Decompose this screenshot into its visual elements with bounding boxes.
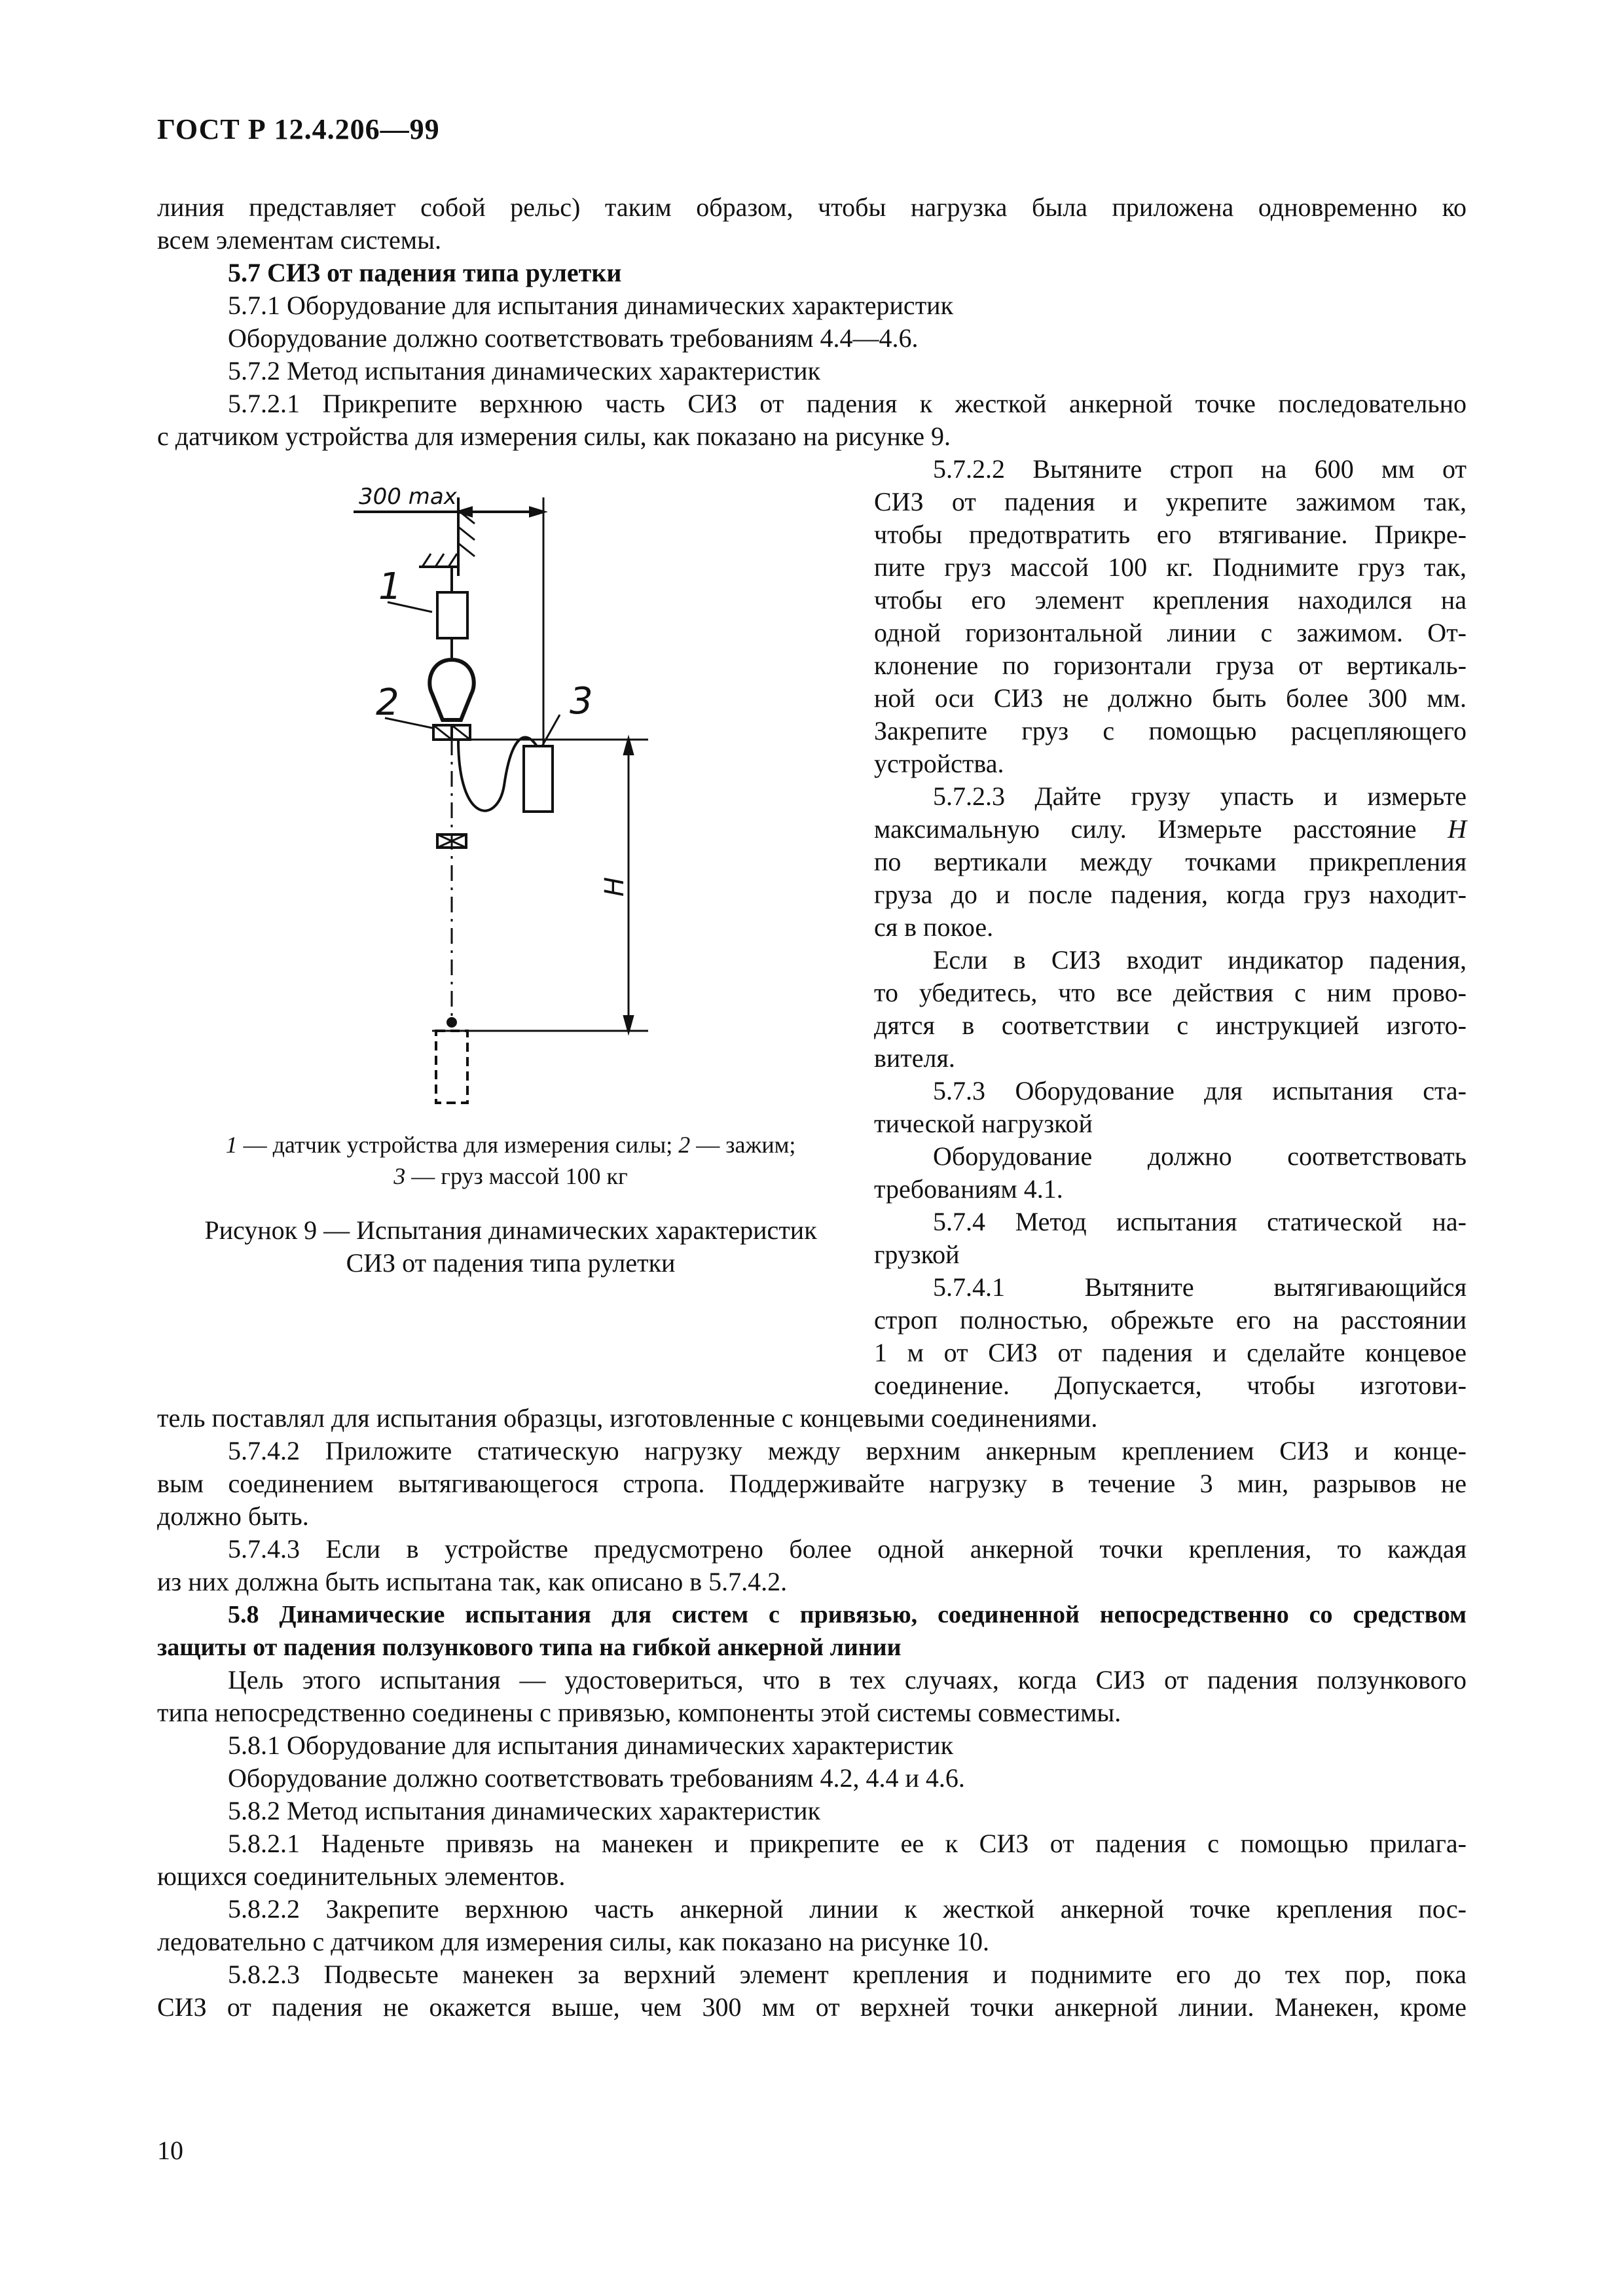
body-line: всем элементам системы. (157, 225, 441, 255)
figure-legend-line-2 (157, 1160, 864, 1192)
body-line: 5.7.3 Оборудование для испытания ста- (933, 1076, 1467, 1105)
hatch (458, 527, 475, 540)
symbol-h: H (1448, 814, 1467, 844)
mass-lower-position (436, 1031, 467, 1103)
clamp-mark (433, 725, 452, 740)
body-line: 5.7.4.2 Приложите статическую нагрузку между верхним анкерным креплением СИЗ и конце- (228, 1436, 1467, 1465)
document-header: ГОСТ Р 12.4.206—99 (157, 113, 440, 145)
body-line: ледовательно с датчиком для измерения силы, как показано на рисунке 10. (157, 1927, 989, 1956)
body-line: СИЗ от падения не окажется выше, чем 300 мм от верхней точки анкерной линии. Манекен, кроме (157, 1992, 1467, 2022)
dim-h-arrow-bottom (625, 1016, 632, 1031)
leader-3 (542, 715, 560, 746)
body-line: 5.7.2.1 Прикрепите верхнюю часть СИЗ от падения к жесткой анкерной точке последовательно (228, 389, 1467, 418)
body-line: линия представляет собой рельс) таким образом, чтобы нагрузка была приложена одновременно ко (157, 192, 1467, 222)
section-heading-5-7: 5.7 СИЗ от падения типа рулетки (228, 258, 622, 287)
hatch (448, 554, 457, 567)
attachment-point (448, 1018, 456, 1026)
figure-title-line-2: СИЗ от падения типа рулетки (346, 1248, 676, 1278)
body-line: 5.8.2.2 Закрепите верхнюю часть анкерной линии к жесткой анкерной точке крепления пос- (228, 1894, 1467, 1924)
body-line: 5.8.2.3 Подвесьте манекен за верхний элемент крепления и поднимите его до тех пор, пока (228, 1960, 1467, 1989)
mass-3-upper (524, 746, 553, 812)
body-line: строп полностью, обрежьте его на расстоянии (874, 1305, 1467, 1335)
body-line: ной оси СИЗ не должно быть более 300 мм. (874, 683, 1467, 713)
body-line: вым соединением вытягивающегося стропа. Поддерживайте нагрузку в течение 3 мин, разрывов не (157, 1469, 1467, 1498)
body-line: СИЗ от падения и укрепите зажимом так, (874, 487, 1467, 516)
body-line: 5.7.4 Метод испытания статической на- (933, 1207, 1467, 1236)
dim-arrow-right (530, 508, 543, 516)
body-line: 5.7.2 Метод испытания динамических характеристик (228, 356, 821, 386)
body-line: одной горизонтальной линии с зажимом. От- (874, 618, 1467, 647)
body-line: устройства. (874, 749, 1004, 778)
body-line: типа непосредственно соединены с привязью, компоненты этой системы совместимы. (157, 1698, 1122, 1727)
body-line: 5.7.1 Оборудование для испытания динамических характеристик (228, 291, 954, 320)
body-line: пите груз массой 100 кг. Поднимите груз так, (874, 552, 1467, 582)
body-line: требованиям 4.1. (874, 1174, 1063, 1204)
body-line: ся в покое. (874, 912, 994, 942)
hatch (458, 543, 475, 556)
body-line: по вертикали между точками прикрепления (874, 847, 1467, 876)
callout-3: 3 (570, 680, 593, 723)
figure-title-line-1: Рисунок 9 — Испытания динамических характеристик (204, 1215, 817, 1245)
body-line: чтобы предотвратить его втягивание. Прикре- (874, 520, 1467, 549)
dim-h-label: H (600, 876, 630, 897)
figure-legend-line-1 (157, 1129, 864, 1160)
body-line: с датчиком устройства для измерения силы, как показано на рисунке 9. (157, 422, 951, 451)
legend-number: 1 (225, 1132, 238, 1158)
legend-number: 2 (678, 1132, 691, 1158)
legend-text: — датчик устройства для измерения силы; (237, 1132, 679, 1158)
force-sensor-1 (437, 592, 467, 638)
hatch (422, 554, 431, 567)
body-line: 1 м от СИЗ от падения и сделайте концевое (874, 1338, 1467, 1367)
legend-text: — груз массой 100 кг (405, 1163, 628, 1189)
page-number: 10 (157, 2136, 183, 2165)
body-line: Оборудование должно соответствовать (933, 1141, 1467, 1171)
body-line: Оборудование должно соответствовать требованиям 4.2, 4.4 и 4.6. (228, 1763, 965, 1793)
dim-h-arrow-top (625, 740, 632, 754)
body-line: 5.8.2 Метод испытания динамических характеристик (228, 1796, 821, 1825)
callout-2: 2 (376, 681, 399, 724)
hatch (435, 554, 444, 567)
dim-300-label: 300 max (359, 484, 457, 510)
section-heading-5-8-cont: защиты от падения ползункового типа на гибкой анкерной линии (157, 1634, 902, 1661)
body-line: чтобы его элемент крепления находился на (874, 585, 1467, 615)
legend-number: 3 (393, 1163, 406, 1189)
body-text: максимальную силу. Измерьте расстояние (874, 814, 1417, 844)
body-line: ющихся соединительных элементов. (157, 1861, 566, 1891)
body-line: 5.7.2.2 Вытяните строп на 600 мм от (933, 454, 1467, 484)
body-line: вителя. (874, 1043, 955, 1073)
body-line: должно быть. (157, 1501, 309, 1531)
body-line: Закрепите груз с помощью расцепляющего (874, 716, 1467, 745)
body-line: тель поставлял для испытания образцы, изготовленные с концевыми соединениями. (157, 1403, 1098, 1433)
body-line: груза до и после падения, когда груз находит- (874, 880, 1467, 909)
body-line: 5.7.4.3 Если в устройстве предусмотрено более одной анкерной точки крепления, то каждая (228, 1534, 1467, 1564)
body-line: Цель этого испытания — удостовериться, что в тех случаях, когда СИЗ от падения ползункового (228, 1665, 1467, 1695)
body-line: соединение. Допускается, чтобы изготови- (874, 1371, 1467, 1400)
body-line: то убедитесь, что все действия с ним прово- (874, 978, 1467, 1007)
callout-1: 1 (378, 565, 402, 608)
body-line: Оборудование должно соответствовать требованиям 4.4—4.6. (228, 323, 919, 353)
body-line: грузкой (874, 1240, 960, 1269)
body-line: 5.8.1 Оборудование для испытания динамических характеристик (228, 1731, 954, 1760)
body-line: клонение по горизонтали груза от вертикаль- (874, 651, 1467, 680)
legend-text: — зажим; (690, 1132, 796, 1158)
section-heading-5-8: 5.8 Динамические испытания для систем с привязью, соединенной непосредственно со средством (228, 1601, 1467, 1628)
body-line: Если в СИЗ входит индикатор падения, (933, 945, 1467, 975)
body-line: 5.7.2.3 Дайте грузу упасть и измерьте (933, 781, 1467, 811)
retractor-body (429, 660, 474, 720)
clamp-mark (452, 725, 470, 740)
body-line: 5.7.4.1 Вытяните вытягивающийся (933, 1272, 1467, 1302)
body-line: из них должна быть испытана так, как описано в 5.7.4.2. (157, 1567, 788, 1596)
body-line: дятся в соответствии с инструкцией изгото- (874, 1011, 1467, 1040)
body-line: тической нагрузкой (874, 1109, 1093, 1138)
body-line: 5.8.2.1 Наденьте привязь на манекен и прикрепите ее к СИЗ от падения с помощью прилага- (228, 1829, 1467, 1858)
